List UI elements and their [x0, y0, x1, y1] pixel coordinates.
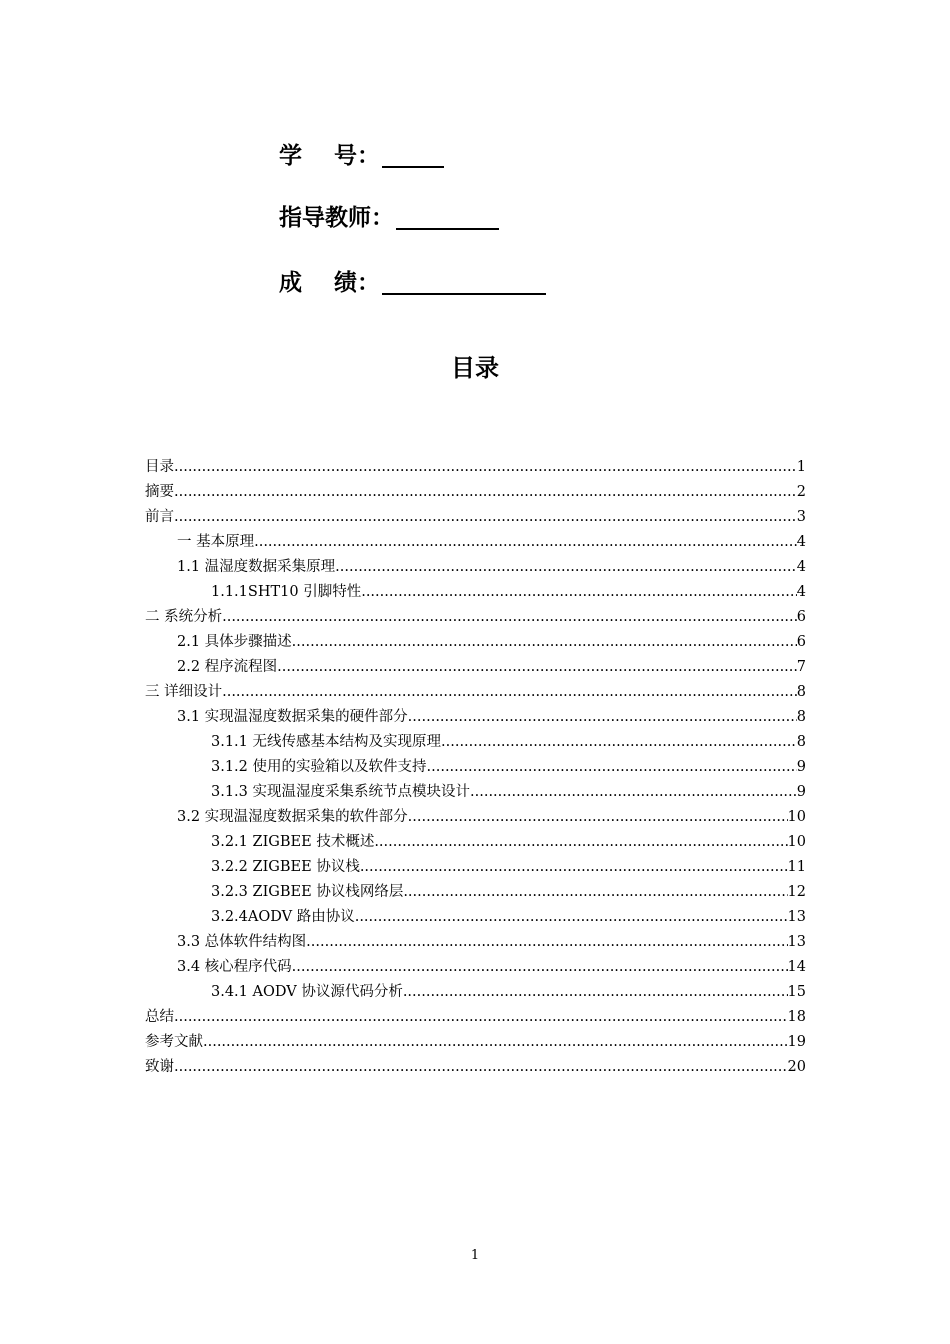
toc-entry-page: 3 [796, 509, 806, 525]
toc-entry-page: 9 [796, 784, 806, 800]
toc-entry-text: 3.2.3 ZIGBEE 协议栈网络层 [211, 884, 404, 900]
toc-entry[interactable] [145, 1005, 806, 1030]
toc-leader-dots [174, 455, 797, 480]
toc-entry-page: 13 [787, 909, 806, 925]
toc-leader-dots [374, 830, 787, 855]
toc-entry[interactable] [145, 830, 806, 855]
toc-title: 目录 [451, 354, 499, 382]
toc-leader-dots [355, 905, 788, 930]
toc-leader-dots [292, 955, 788, 980]
toc-entry[interactable] [145, 605, 806, 630]
toc-entry-page: 19 [787, 1034, 806, 1050]
toc-entry-text: 3.1.2 使用的实验箱以及软件支持 [211, 759, 427, 775]
toc-entry-text: 3.2 实现温湿度数据采集的软件部分 [177, 809, 408, 825]
toc-leader-dots [222, 680, 797, 705]
toc-entry[interactable] [145, 480, 806, 505]
toc-entry[interactable] [145, 655, 806, 680]
toc-entry[interactable] [145, 880, 806, 905]
toc-leader-dots [470, 780, 797, 805]
toc-entry-page: 4 [796, 534, 806, 550]
toc-entry-text: 3.4.1 AODV 协议源代码分析 [211, 984, 403, 1000]
toc-entry[interactable] [145, 555, 806, 580]
toc-entry[interactable] [145, 730, 806, 755]
grade-label: 成 绩： [279, 270, 381, 296]
toc-leader-dots [306, 930, 787, 955]
toc-entry[interactable] [145, 505, 806, 530]
toc-entry[interactable] [145, 905, 806, 930]
toc-entry-page: 2 [796, 484, 806, 500]
toc-entry-page: 6 [796, 634, 806, 650]
toc-leader-dots [427, 755, 797, 780]
toc-entry-text: 3.1.3 实现温湿度采集系统节点模块设计 [211, 784, 471, 800]
toc-entry-page: 20 [787, 1059, 806, 1075]
toc-entry-text: 2.2 程序流程图 [177, 659, 278, 675]
advisor-field [279, 196, 499, 230]
toc-entry-page: 8 [796, 684, 806, 700]
toc-entry[interactable] [145, 805, 806, 830]
toc-entry[interactable] [145, 630, 806, 655]
toc-entry[interactable] [145, 755, 806, 780]
toc-entry-text: 一 基本原理 [177, 534, 255, 550]
toc-entry-page: 8 [796, 734, 806, 750]
toc-entry[interactable] [145, 1030, 806, 1055]
toc-entry-page: 1 [796, 459, 806, 475]
toc-leader-dots [174, 505, 797, 530]
toc-leader-dots [174, 1005, 788, 1030]
toc-leader-dots [203, 1030, 788, 1055]
toc-entry-text: 三 详细设计 [145, 684, 223, 700]
toc-entry-text: 2.1 具体步骤描述 [177, 634, 292, 650]
toc-entry[interactable] [145, 1055, 806, 1080]
toc-entry-text: 1.1.1SHT10 引脚特性 [211, 584, 362, 600]
student-id-label: 学 号： [279, 143, 381, 169]
toc-leader-dots [292, 630, 797, 655]
toc-entry-page: 18 [787, 1009, 806, 1025]
advisor-label: 指导教师： [279, 205, 394, 231]
toc-entry[interactable] [145, 680, 806, 705]
toc-entry-text: 致谢 [145, 1059, 174, 1075]
toc-entry-text: 3.1.1 无线传感基本结构及实现原理 [211, 734, 442, 750]
toc-leader-dots [408, 805, 788, 830]
toc-entry-text: 3.4 核心程序代码 [177, 959, 292, 975]
toc-entry-page: 9 [796, 759, 806, 775]
grade-blank [382, 269, 546, 295]
toc-leader-dots [174, 480, 797, 505]
toc-leader-dots [222, 605, 797, 630]
toc-entry[interactable] [145, 955, 806, 980]
toc-entry[interactable] [145, 530, 806, 555]
toc-entry-page: 8 [796, 709, 806, 725]
toc-entry-page: 7 [796, 659, 806, 675]
toc-entry-text: 前言 [145, 509, 174, 525]
toc-leader-dots [174, 1055, 788, 1080]
toc-entry-text: 参考文献 [145, 1034, 203, 1050]
toc-entry[interactable] [145, 930, 806, 955]
toc-entry[interactable] [145, 705, 806, 730]
toc-entry-page: 14 [787, 959, 806, 975]
student-id-field [279, 134, 444, 168]
toc-leader-dots [360, 855, 788, 880]
toc-leader-dots [361, 580, 797, 605]
toc-leader-dots [277, 655, 797, 680]
toc-entry[interactable] [145, 980, 806, 1005]
toc-leader-dots [403, 880, 787, 905]
toc-leader-dots [441, 730, 797, 755]
toc-entry-text: 3.2.2 ZIGBEE 协议栈 [211, 859, 360, 875]
toc-entry-text: 目录 [145, 459, 174, 475]
toc-leader-dots [408, 705, 797, 730]
toc-entry[interactable] [145, 580, 806, 605]
toc-entry-text: 3.1 实现温湿度数据采集的硬件部分 [177, 709, 408, 725]
toc-entry-page: 11 [787, 859, 806, 875]
toc-entry-page: 13 [787, 934, 806, 950]
toc-entry[interactable] [145, 455, 806, 480]
toc-leader-dots [403, 980, 788, 1005]
toc-leader-dots [254, 530, 797, 555]
toc-entry-page: 4 [796, 584, 806, 600]
toc-entry-page: 15 [787, 984, 806, 1000]
toc-entry-text: 1.1 温湿度数据采集原理 [177, 559, 336, 575]
toc-entry[interactable] [145, 780, 806, 805]
toc-entry-text: 总结 [145, 1009, 174, 1025]
toc-entry-page: 10 [787, 809, 806, 825]
toc-entry-text: 摘要 [145, 484, 174, 500]
toc-leader-dots [335, 555, 797, 580]
toc-entry-page: 12 [787, 884, 806, 900]
advisor-blank [396, 204, 499, 230]
toc-entry[interactable] [145, 855, 806, 880]
toc-entry-page: 10 [787, 834, 806, 850]
toc-entry-page: 6 [796, 609, 806, 625]
table-of-contents [145, 455, 806, 1080]
student-id-blank [382, 142, 444, 168]
toc-entry-page: 4 [796, 559, 806, 575]
toc-entry-text: 3.2.4AODV 路由协议 [211, 909, 355, 925]
toc-entry-text: 二 系统分析 [145, 609, 223, 625]
page-number: 1 [470, 1248, 480, 1263]
toc-entry-text: 3.3 总体软件结构图 [177, 934, 307, 950]
grade-field [279, 261, 546, 295]
toc-entry-text: 3.2.1 ZIGBEE 技术概述 [211, 834, 375, 850]
